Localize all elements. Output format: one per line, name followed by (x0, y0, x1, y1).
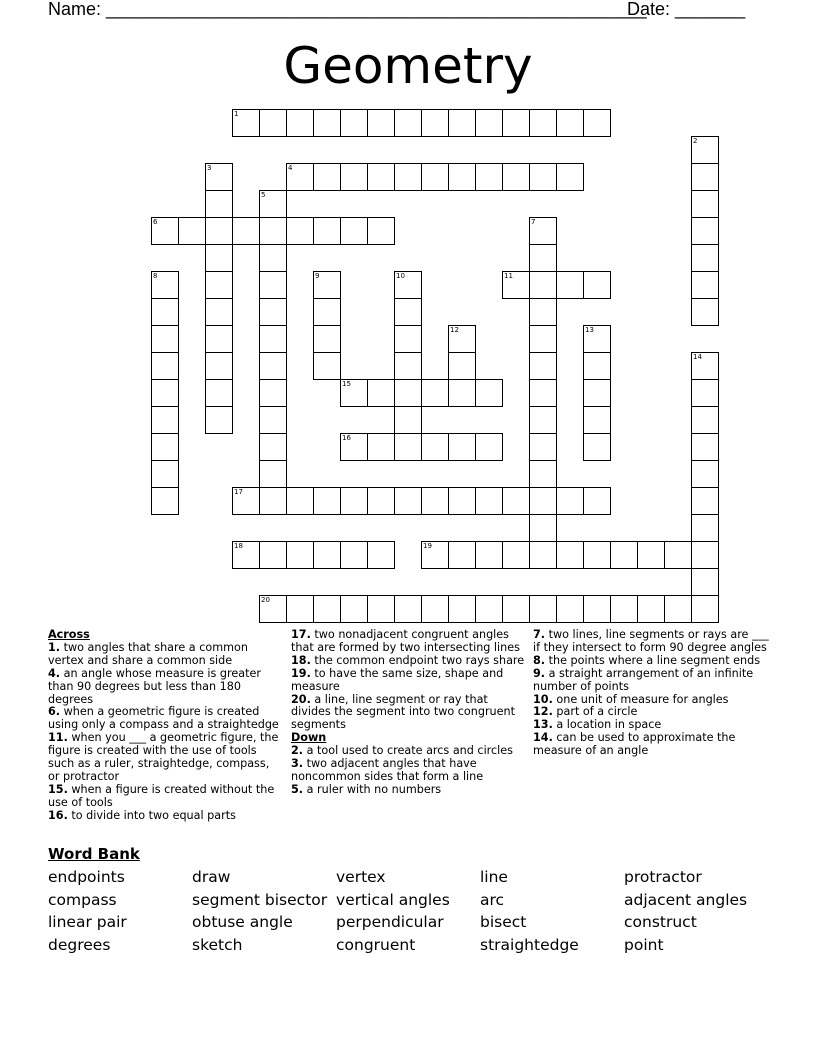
grid-cell[interactable] (340, 379, 368, 407)
grid-cell[interactable] (448, 379, 476, 407)
date-field-label: Date: _______ (627, 0, 746, 19)
grid-cell[interactable] (259, 109, 287, 137)
grid-cell[interactable] (205, 190, 233, 218)
grid-cell[interactable] (691, 163, 719, 191)
word-bank-title: Word Bank (48, 845, 140, 863)
grid-cell[interactable] (313, 163, 341, 191)
grid-cell[interactable] (502, 541, 530, 569)
grid-cell[interactable] (637, 595, 665, 623)
grid-cell[interactable] (529, 433, 557, 461)
grid-cell[interactable] (394, 163, 422, 191)
grid-cell[interactable] (691, 136, 719, 164)
grid-cell[interactable] (151, 406, 179, 434)
grid-cell[interactable] (664, 595, 692, 623)
grid-cell[interactable] (529, 406, 557, 434)
grid-cell[interactable] (421, 163, 449, 191)
grid-cell[interactable] (583, 109, 611, 137)
grid-cell[interactable] (259, 433, 287, 461)
grid-cell[interactable] (529, 163, 557, 191)
clue-number: 1 (234, 110, 239, 118)
clue-number: 16 (342, 434, 351, 442)
grid-cell[interactable] (475, 379, 503, 407)
clue-text: part of a circle (552, 705, 638, 719)
grid-cell[interactable] (205, 244, 233, 272)
grid-cell[interactable] (205, 217, 233, 245)
clue-item (48, 732, 280, 784)
grid-cell[interactable] (151, 433, 179, 461)
grid-cell[interactable] (421, 595, 449, 623)
grid-cell[interactable] (448, 433, 476, 461)
grid-cell[interactable] (610, 541, 638, 569)
clue-number: 13 (585, 326, 594, 334)
grid-cell[interactable] (529, 595, 557, 623)
clue-number: 4 (288, 164, 293, 172)
clue-number-label: 5. (291, 782, 304, 796)
grid-cell[interactable] (232, 109, 260, 137)
clue-number: 11 (504, 272, 513, 280)
clue-number-label: 6. (48, 705, 61, 719)
grid-cell[interactable] (421, 379, 449, 407)
clue-number: 19 (423, 542, 432, 550)
grid-cell[interactable] (529, 460, 557, 488)
grid-cell[interactable] (691, 595, 719, 623)
word-bank-item: degrees (48, 936, 111, 954)
grid-cell[interactable] (394, 352, 422, 380)
grid-cell[interactable] (529, 514, 557, 542)
word-bank-item: arc (480, 891, 505, 909)
grid-cell[interactable] (475, 109, 503, 137)
grid-cell[interactable] (529, 298, 557, 326)
grid-cell[interactable] (367, 217, 395, 245)
clues-column-1 (48, 629, 280, 823)
grid-cell[interactable] (448, 109, 476, 137)
grid-cell[interactable] (313, 109, 341, 137)
clue-number-label: 1. (48, 640, 61, 654)
clue-number-label: 9. (533, 666, 546, 680)
clue-number: 6 (153, 218, 158, 226)
grid-cell[interactable] (151, 379, 179, 407)
word-bank-item: straightedge (480, 936, 579, 954)
grid-cell[interactable] (340, 487, 368, 515)
grid-cell[interactable] (394, 109, 422, 137)
clue-item (533, 732, 769, 758)
grid-cell[interactable] (340, 217, 368, 245)
grid-cell[interactable] (394, 298, 422, 326)
clue-number-label: 7. (533, 628, 546, 641)
clue-number-label: 12. (533, 705, 553, 719)
clue-number: 7 (531, 218, 536, 226)
grid-cell[interactable] (475, 595, 503, 623)
clue-text: a ruler with no numbers (303, 782, 442, 796)
grid-cell[interactable] (286, 163, 314, 191)
grid-cell[interactable] (340, 163, 368, 191)
grid-cell[interactable] (691, 541, 719, 569)
grid-cell[interactable] (151, 217, 179, 245)
grid-cell[interactable] (556, 271, 584, 299)
clue-number-label: 3. (291, 757, 304, 771)
grid-cell[interactable] (529, 487, 557, 515)
grid-cell[interactable] (637, 541, 665, 569)
grid-cell[interactable] (232, 541, 260, 569)
grid-cell[interactable] (556, 109, 584, 137)
word-bank-item: bisect (480, 913, 527, 931)
grid-cell[interactable] (448, 325, 476, 353)
clue-number: 18 (234, 542, 243, 550)
grid-cell[interactable] (340, 433, 368, 461)
clue-item (533, 629, 769, 655)
word-bank-item: line (480, 868, 508, 886)
grid-cell[interactable] (151, 487, 179, 515)
grid-cell[interactable] (583, 406, 611, 434)
grid-cell[interactable] (691, 379, 719, 407)
grid-cell[interactable] (286, 595, 314, 623)
word-bank-item: adjacent angles (624, 891, 748, 909)
clue-number-label: 16. (48, 808, 68, 822)
grid-cell[interactable] (421, 109, 449, 137)
grid-cell[interactable] (583, 271, 611, 299)
word-bank-item: compass (48, 891, 117, 909)
grid-cell[interactable] (367, 109, 395, 137)
grid-cell[interactable] (313, 325, 341, 353)
clue-text: a straight arrangement of an infinite number of points (533, 666, 754, 693)
clue-item (48, 642, 280, 668)
clue-text: two adjacent angles that have noncommon sides that form a line (291, 757, 484, 783)
grid-cell[interactable] (367, 379, 395, 407)
grid-cell[interactable] (394, 433, 422, 461)
grid-cell[interactable] (502, 271, 530, 299)
clue-number: 17 (234, 488, 243, 496)
grid-cell[interactable] (691, 514, 719, 542)
grid-cell[interactable] (583, 487, 611, 515)
grid-cell[interactable] (583, 352, 611, 380)
grid-cell[interactable] (394, 595, 422, 623)
clue-item (291, 694, 529, 733)
grid-cell[interactable] (529, 217, 557, 245)
clue-text: one unit of measure for angles (552, 692, 729, 706)
grid-cell[interactable] (313, 298, 341, 326)
grid-cell[interactable] (448, 487, 476, 515)
grid-cell[interactable] (691, 190, 719, 218)
clue-number-label: 20. (291, 692, 311, 706)
grid-cell[interactable] (367, 487, 395, 515)
grid-cell[interactable] (448, 163, 476, 191)
clue-number-label: 15. (48, 782, 68, 796)
grid-cell[interactable] (367, 595, 395, 623)
clue-number-label: 4. (48, 666, 61, 680)
word-bank-item: segment bisector (192, 891, 328, 909)
grid-cell[interactable] (259, 271, 287, 299)
clue-item (48, 706, 280, 732)
grid-cell[interactable] (313, 217, 341, 245)
grid-cell[interactable] (232, 217, 260, 245)
grid-cell[interactable] (448, 541, 476, 569)
clue-number-label: 13. (533, 718, 553, 732)
grid-cell[interactable] (178, 217, 206, 245)
grid-cell[interactable] (259, 325, 287, 353)
grid-cell[interactable] (259, 244, 287, 272)
grid-cell[interactable] (556, 487, 584, 515)
word-bank-item: perpendicular (336, 913, 444, 931)
grid-cell[interactable] (421, 541, 449, 569)
clue-number-label: 19. (291, 666, 311, 680)
clue-number: 12 (450, 326, 459, 334)
clue-item (291, 784, 529, 797)
word-bank-item: draw (192, 868, 231, 886)
grid-cell[interactable] (259, 298, 287, 326)
clue-number: 8 (153, 272, 158, 280)
grid-cell[interactable] (340, 109, 368, 137)
word-bank-item: point (624, 936, 664, 954)
word-bank-item: congruent (336, 936, 416, 954)
grid-cell[interactable] (394, 406, 422, 434)
grid-cell[interactable] (394, 271, 422, 299)
clue-text: can be used to approximate the measure of an angle (533, 731, 736, 758)
clue-text: two angles that share a common vertex and share a common side (48, 640, 248, 667)
grid-cell[interactable] (448, 595, 476, 623)
grid-cell[interactable] (367, 163, 395, 191)
clue-number: 3 (207, 164, 212, 172)
grid-cell[interactable] (691, 217, 719, 245)
grid-cell[interactable] (286, 487, 314, 515)
grid-cell[interactable] (664, 541, 692, 569)
grid-cell[interactable] (313, 595, 341, 623)
clue-text: an angle whose measure is greater than 90 degrees but less than 180 degrees (48, 666, 261, 706)
grid-cell[interactable] (394, 325, 422, 353)
grid-cell[interactable] (475, 487, 503, 515)
clue-item (48, 668, 280, 707)
clue-text: to have the same size, shape and measure (291, 666, 504, 693)
grid-cell[interactable] (502, 109, 530, 137)
clue-number-label: 14. (533, 731, 553, 745)
grid-cell[interactable] (205, 298, 233, 326)
grid-cell[interactable] (583, 595, 611, 623)
grid-cell[interactable] (286, 541, 314, 569)
grid-cell[interactable] (259, 379, 287, 407)
clue-number-label: 10. (533, 692, 553, 706)
grid-cell[interactable] (691, 568, 719, 596)
grid-cell[interactable] (340, 541, 368, 569)
clue-item (291, 758, 529, 784)
grid-cell[interactable] (529, 244, 557, 272)
clue-item (291, 668, 529, 694)
grid-cell[interactable] (691, 271, 719, 299)
clue-number-label: 18. (291, 653, 311, 667)
word-bank-item: vertex (336, 868, 386, 886)
grid-cell[interactable] (610, 595, 638, 623)
clues-column-2 (291, 629, 529, 797)
grid-cell[interactable] (259, 352, 287, 380)
grid-cell[interactable] (529, 541, 557, 569)
grid-cell[interactable] (151, 352, 179, 380)
grid-cell[interactable] (529, 379, 557, 407)
grid-cell[interactable] (475, 433, 503, 461)
clue-number: 15 (342, 380, 351, 388)
clue-item (291, 629, 529, 655)
grid-cell[interactable] (529, 325, 557, 353)
grid-cell[interactable] (259, 460, 287, 488)
grid-cell[interactable] (205, 379, 233, 407)
clue-number: 2 (693, 137, 698, 145)
grid-cell[interactable] (421, 433, 449, 461)
grid-cell[interactable] (205, 325, 233, 353)
grid-cell[interactable] (259, 190, 287, 218)
grid-cell[interactable] (340, 595, 368, 623)
grid-cell[interactable] (583, 325, 611, 353)
grid-cell[interactable] (367, 541, 395, 569)
grid-cell[interactable] (313, 271, 341, 299)
grid-cell[interactable] (367, 433, 395, 461)
word-bank-item: protractor (624, 868, 702, 886)
grid-cell[interactable] (529, 109, 557, 137)
clue-text: a location in space (552, 718, 662, 732)
word-bank-item: obtuse angle (192, 913, 293, 931)
grid-cell[interactable] (259, 541, 287, 569)
grid-cell[interactable] (286, 109, 314, 137)
clue-number: 14 (693, 353, 702, 361)
name-field-label: Name: ______________________________________________________ (48, 0, 647, 19)
clue-number: 10 (396, 272, 405, 280)
page-title: Geometry (283, 37, 533, 95)
grid-cell[interactable] (151, 460, 179, 488)
clues-column-3 (533, 629, 769, 758)
clue-item (48, 810, 280, 823)
grid-cell[interactable] (556, 595, 584, 623)
word-bank-item: vertical angles (336, 891, 450, 909)
clue-number-label: 2. (291, 744, 304, 758)
grid-cell[interactable] (583, 433, 611, 461)
clue-text: to divide into two equal parts (67, 808, 236, 822)
clue-text: the points where a line segment ends (545, 653, 761, 667)
clue-text: two lines, line segments or rays are ___ if they intersect to form 90 degree angles (533, 628, 769, 654)
clue-text: a line, line segment or ray that divides the segment into two congruent segments (291, 692, 516, 732)
grid-cell[interactable] (259, 217, 287, 245)
clue-number-label: 8. (533, 653, 546, 667)
grid-cell[interactable] (448, 352, 476, 380)
word-bank-item: construct (624, 913, 697, 931)
grid-cell[interactable] (232, 487, 260, 515)
grid-cell[interactable] (394, 379, 422, 407)
clue-number: 5 (261, 191, 266, 199)
grid-cell[interactable] (691, 433, 719, 461)
grid-cell[interactable] (529, 271, 557, 299)
down-heading: Down (291, 731, 327, 745)
clue-text: when you ___ a geometric figure, the figure is created with the use of tools such as a ruler, straightedge, compass, or protractor (48, 731, 279, 783)
grid-cell[interactable] (259, 487, 287, 515)
grid-cell[interactable] (205, 352, 233, 380)
across-heading: Across (48, 628, 90, 641)
grid-cell[interactable] (313, 352, 341, 380)
grid-cell[interactable] (556, 541, 584, 569)
clue-number-label: 11. (48, 731, 68, 745)
grid-cell[interactable] (691, 487, 719, 515)
grid-cell[interactable] (556, 163, 584, 191)
grid-cell[interactable] (313, 487, 341, 515)
grid-cell[interactable] (691, 298, 719, 326)
grid-cell[interactable] (151, 298, 179, 326)
grid-cell[interactable] (691, 244, 719, 272)
clue-item (533, 668, 769, 694)
grid-cell[interactable] (583, 379, 611, 407)
grid-cell[interactable] (502, 163, 530, 191)
clue-number: 20 (261, 596, 270, 604)
word-bank-item: sketch (192, 936, 243, 954)
grid-cell[interactable] (205, 271, 233, 299)
grid-cell[interactable] (691, 460, 719, 488)
clue-text: the common endpoint two rays share (310, 653, 525, 667)
grid-cell[interactable] (475, 541, 503, 569)
grid-cell[interactable] (502, 595, 530, 623)
clue-text: when a figure is created without the use of tools (48, 782, 275, 809)
clue-text: a tool used to create arcs and circles (303, 744, 514, 758)
grid-cell[interactable] (259, 595, 287, 623)
clue-item (48, 784, 280, 810)
word-bank-item: linear pair (48, 913, 127, 931)
clue-number: 9 (315, 272, 320, 280)
word-bank-item: endpoints (48, 868, 125, 886)
grid-cell[interactable] (205, 406, 233, 434)
grid-cell[interactable] (151, 271, 179, 299)
grid-cell[interactable] (475, 163, 503, 191)
clue-number-label: 17. (291, 628, 311, 641)
grid-cell[interactable] (583, 541, 611, 569)
grid-cell[interactable] (394, 487, 422, 515)
clue-text: when a geometric figure is created using only a compass and a straightedge (48, 705, 279, 732)
clue-text: two nonadjacent congruent angles that are formed by two intersecting lines (291, 628, 520, 654)
grid-cell[interactable] (502, 487, 530, 515)
grid-cell[interactable] (286, 217, 314, 245)
grid-cell[interactable] (259, 406, 287, 434)
grid-cell[interactable] (691, 406, 719, 434)
grid-cell[interactable] (313, 541, 341, 569)
grid-cell[interactable] (421, 487, 449, 515)
grid-cell[interactable] (691, 352, 719, 380)
grid-cell[interactable] (529, 352, 557, 380)
grid-cell[interactable] (151, 325, 179, 353)
grid-cell[interactable] (205, 163, 233, 191)
